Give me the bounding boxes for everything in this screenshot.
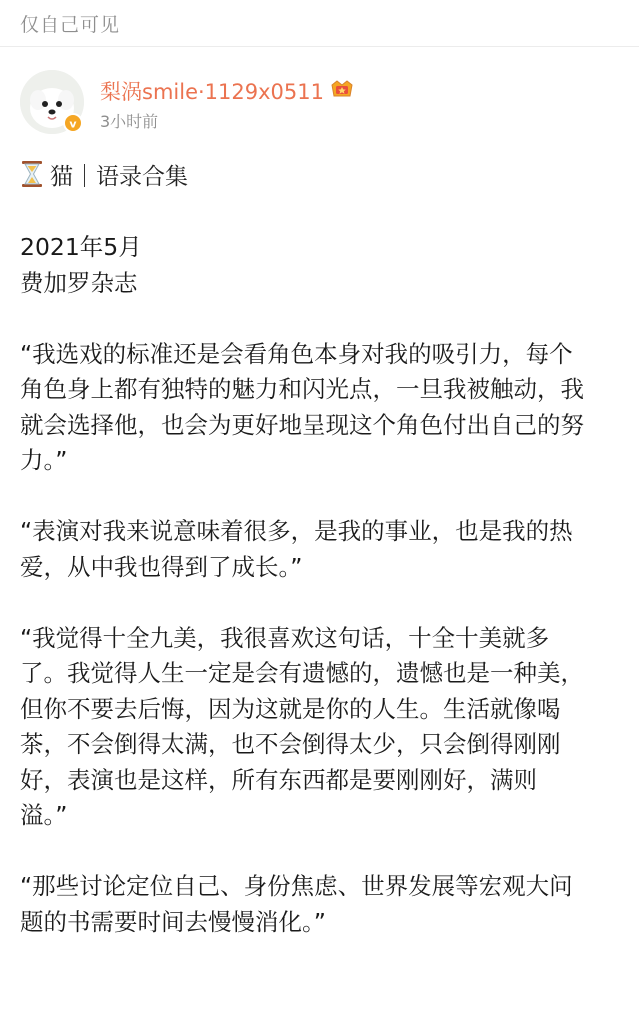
quote-3-line: “我觉得十全九美，我很喜欢这句话，十全十美就多 xyxy=(20,623,550,652)
post-date-line: 2021年5月 xyxy=(20,233,142,261)
author-username[interactable]: 梨涡smile·1129x0511 xyxy=(100,80,324,104)
quote-3-line: 茶，不会倒得太满，也不会倒得太少，只会倒得刚刚 xyxy=(20,730,561,758)
paragraph-gap xyxy=(20,479,625,515)
post-title xyxy=(20,159,188,189)
quote-3-line: 了。我觉得人生一定是会有遗憾的，遗憾也是一种美， xyxy=(20,659,584,687)
hourglass-icon xyxy=(20,160,44,188)
quote-1-line: 就会选择他，也会为更好地呈现这个角色付出自己的努 xyxy=(20,410,584,439)
quote-4-line: 题的书需要时间去慢慢消化。” xyxy=(20,907,326,936)
quote-1-line: 力。” xyxy=(20,446,68,474)
quote-4-line: “那些讨论定位自己、身份焦虑、世界发展等宏观大问 xyxy=(20,872,573,900)
gold-member-crown-icon[interactable] xyxy=(330,77,354,99)
quote-2-line: “表演对我来说意味着很多，是我的事业，也是我的热 xyxy=(20,517,573,545)
quote-1-line: 角色身上都有独特的魅力和闪光点，一旦我被触动，我 xyxy=(20,375,584,403)
top-bar xyxy=(0,0,639,47)
quote-1-line: “我选戏的标准还是会看角色本身对我的吸引力，每个 xyxy=(20,339,573,368)
paragraph-gap xyxy=(20,301,625,337)
quote-3-line: 溢。” xyxy=(20,801,68,829)
svg-text:v: v xyxy=(69,117,77,131)
quote-3-line: 好，表演也是这样，所有东西都是要刚刚好，满则 xyxy=(20,765,537,794)
post-card xyxy=(0,47,639,1024)
post-title-text: 猫｜语录合集 xyxy=(50,163,188,190)
post-timestamp: 3小时前 xyxy=(100,112,159,131)
post-source-line: 费加罗杂志 xyxy=(20,268,138,297)
author-avatar[interactable] xyxy=(20,70,84,134)
quote-2-line: 爱，从中我也得到了成长。” xyxy=(20,552,303,581)
visibility-label: 仅自己可见 xyxy=(20,14,121,36)
paragraph-gap xyxy=(20,585,625,621)
post-body xyxy=(20,230,625,940)
quote-3-line: 但你不要去后悔，因为这就是你的人生。生活就像喝 xyxy=(20,694,561,723)
paragraph-gap xyxy=(20,834,625,870)
orange-verified-badge-icon xyxy=(63,113,83,133)
